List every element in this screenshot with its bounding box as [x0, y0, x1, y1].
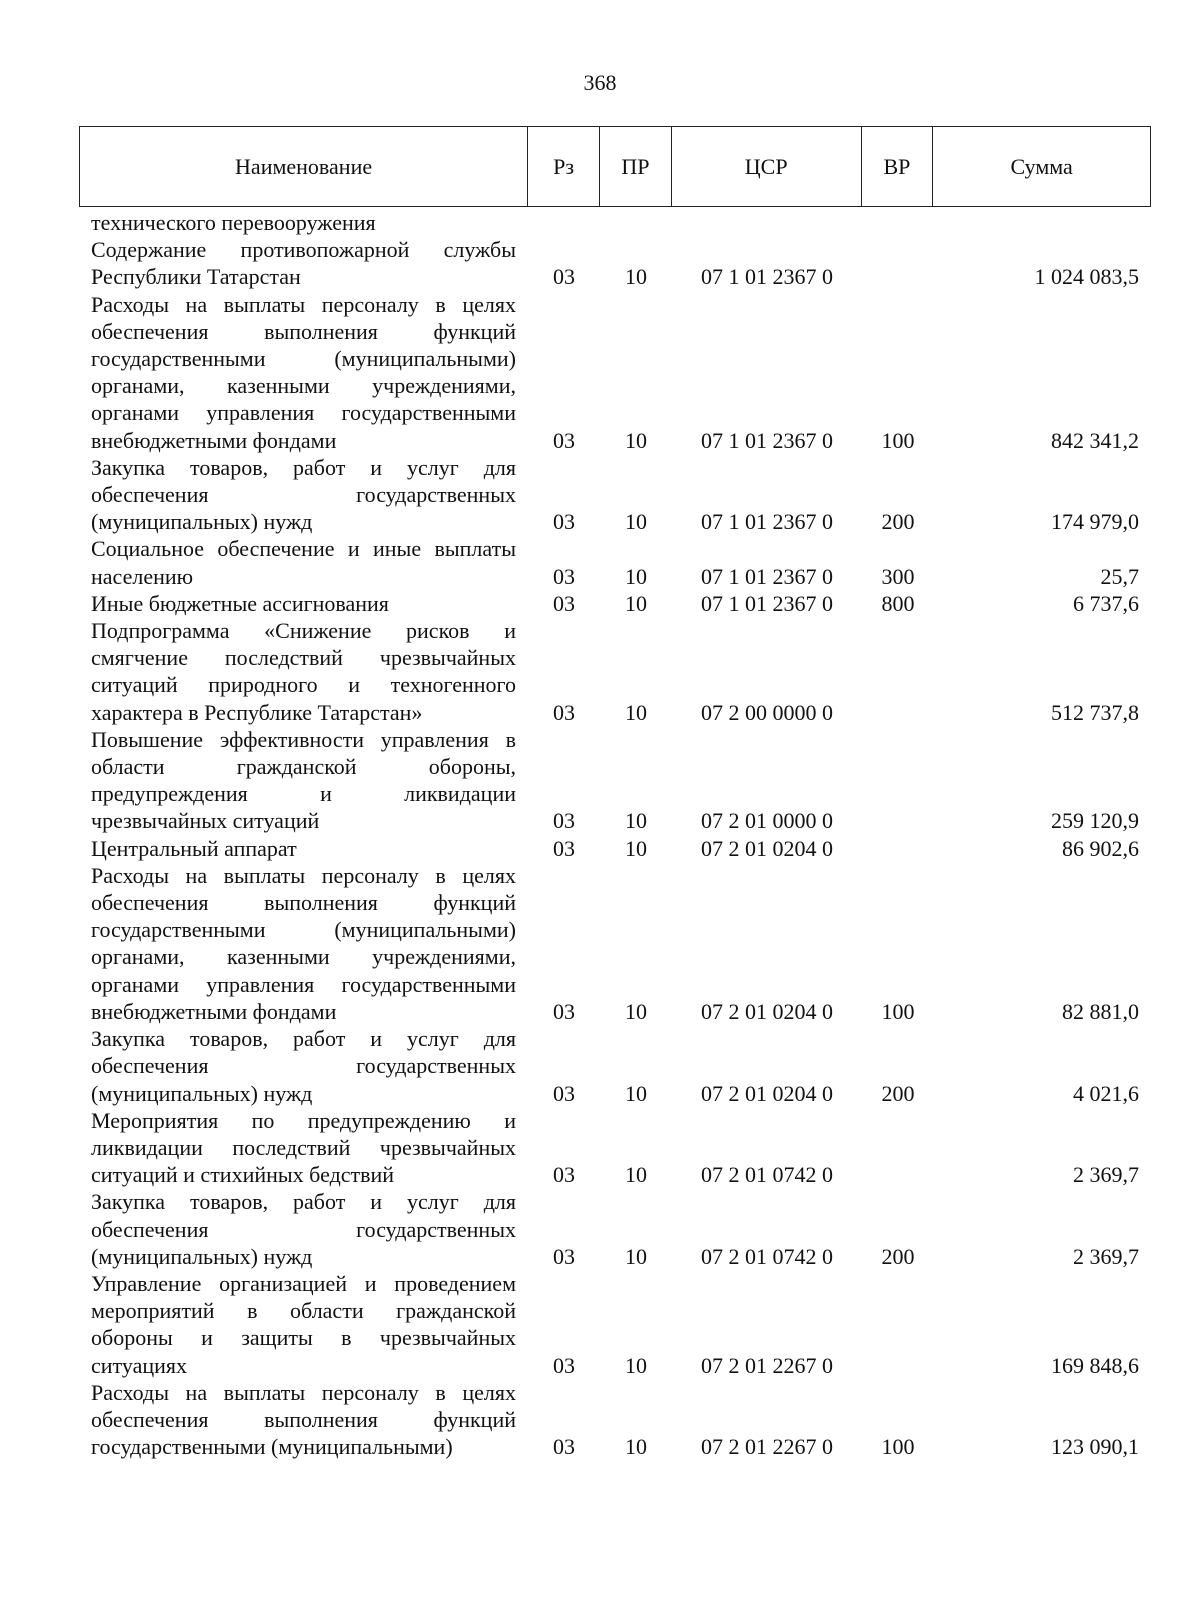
- table-row: [79, 1188, 1151, 1270]
- row-csr: 07 1 01 2367 0: [701, 563, 833, 589]
- row-csr: 07 2 01 0000 0: [701, 808, 833, 834]
- row-name: Иные бюджетные ассигнования: [91, 590, 389, 616]
- row-pr: 10: [625, 1434, 647, 1460]
- row-csr: 07 2 00 0000 0: [701, 699, 833, 725]
- row-sum: 842 341,2: [1051, 427, 1139, 453]
- table-row: [79, 862, 1151, 1025]
- row-csr: 07 2 01 2267 0: [701, 1434, 833, 1460]
- row-sum: 2 369,7: [1073, 1162, 1139, 1188]
- row-pr: 10: [625, 808, 647, 834]
- row-pr: 10: [625, 1352, 647, 1378]
- table-row: [79, 454, 1151, 536]
- row-vr: 100: [881, 427, 915, 453]
- row-pr: 10: [625, 427, 647, 453]
- row-csr: 07 1 01 2367 0: [701, 590, 833, 616]
- table-row: [79, 291, 1151, 454]
- row-sum: 82 881,0: [1062, 998, 1139, 1024]
- row-vr: 200: [881, 1080, 915, 1106]
- row-vr: 200: [881, 1243, 915, 1269]
- row-csr: 07 2 01 2267 0: [701, 1352, 833, 1378]
- row-csr: 07 1 01 2367 0: [701, 427, 833, 453]
- row-rz: 03: [553, 1243, 575, 1269]
- row-name: Расходы на выплаты персоналу в целях обеспечения выполнения функций государственными (муниципальными) органами, казенными учреждениями, органами управления государственными внебюджетными фондами: [91, 291, 516, 453]
- row-sum: 123 090,1: [1051, 1434, 1139, 1460]
- table-row: [79, 617, 1151, 726]
- table-body: [79, 209, 1151, 1460]
- row-pr: 10: [625, 590, 647, 616]
- table-row: [79, 209, 1151, 236]
- row-name: технического перевооружения: [91, 210, 376, 235]
- table-row: [79, 1107, 1151, 1189]
- row-pr: 10: [625, 1243, 647, 1269]
- column-header-sum: Сумма: [1010, 153, 1073, 179]
- row-vr: 100: [881, 1434, 915, 1460]
- row-sum: 4 021,6: [1073, 1080, 1139, 1106]
- row-sum: 169 848,6: [1051, 1352, 1139, 1378]
- row-rz: 03: [553, 427, 575, 453]
- row-sum: 6 737,6: [1073, 590, 1139, 616]
- row-rz: 03: [553, 808, 575, 834]
- column-header-pr: ПР: [600, 127, 672, 206]
- row-rz: 03: [553, 590, 575, 616]
- row-pr: 10: [625, 264, 647, 290]
- row-sum: 25,7: [1100, 563, 1139, 589]
- row-name: Расходы на выплаты персоналу в целях обеспечения выполнения функций государственными (муниципальными): [91, 1379, 516, 1460]
- row-sum: 86 902,6: [1062, 835, 1139, 861]
- table-row: [79, 1379, 1151, 1461]
- row-pr: 10: [625, 998, 647, 1024]
- row-csr: 07 2 01 0204 0: [701, 998, 833, 1024]
- column-header-csr: ЦСР: [672, 127, 862, 206]
- row-rz: 03: [553, 1352, 575, 1378]
- column-header-rz: Рз: [528, 127, 600, 206]
- row-sum: 174 979,0: [1051, 509, 1139, 535]
- table-row: [79, 535, 1151, 589]
- table-row: [79, 590, 1151, 617]
- row-name: Управление организацией и проведением мероприятий в области гражданской обороны и защиты в чрезвычайных ситуациях: [91, 1270, 516, 1378]
- row-vr: 200: [881, 509, 915, 535]
- row-name: Расходы на выплаты персоналу в целях обеспечения выполнения функций государственными (муниципальными) органами, казенными учреждениями, органами управления государственными внебюджетными фондами: [91, 862, 516, 1024]
- row-rz: 03: [553, 1434, 575, 1460]
- column-header-name: Наименование: [80, 127, 528, 206]
- row-sum: 1 024 083,5: [1034, 264, 1139, 290]
- row-pr: 10: [625, 1162, 647, 1188]
- row-csr: 07 2 01 0742 0: [701, 1243, 833, 1269]
- row-name: Социальное обеспечение и иные выплаты населению: [91, 536, 516, 589]
- row-pr: 10: [625, 1080, 647, 1106]
- row-name: Подпрограмма «Снижение рисков и смягчение последствий чрезвычайных ситуаций природного и техногенного характера в Республике Татарстан»: [91, 618, 516, 725]
- row-vr: 800: [881, 590, 915, 616]
- table-row: [79, 1025, 1151, 1107]
- table-row: [79, 236, 1151, 290]
- row-name: Содержание противопожарной службы Республики Татарстан: [91, 237, 516, 290]
- row-rz: 03: [553, 264, 575, 290]
- row-sum: 259 120,9: [1051, 808, 1139, 834]
- row-pr: 10: [625, 699, 647, 725]
- row-name: Центральный аппарат: [91, 835, 297, 861]
- page-number: 368: [583, 70, 617, 95]
- table-row: [79, 835, 1151, 862]
- row-sum: 2 369,7: [1073, 1243, 1139, 1269]
- row-pr: 10: [625, 509, 647, 535]
- row-name: Закупка товаров, работ и услуг для обеспечения государственных (муниципальных) нужд: [91, 454, 516, 535]
- row-rz: 03: [553, 509, 575, 535]
- row-pr: 10: [625, 835, 647, 861]
- row-rz: 03: [553, 1162, 575, 1188]
- row-name: Повышение эффективности управления в области гражданской обороны, предупреждения и ликвидации чрезвычайных ситуаций: [91, 726, 516, 834]
- row-pr: 10: [625, 563, 647, 589]
- row-name: Закупка товаров, работ и услуг для обеспечения государственных (муниципальных) нужд: [91, 1189, 516, 1269]
- table-row: [79, 726, 1151, 835]
- row-rz: 03: [553, 998, 575, 1024]
- column-header-vr: ВР: [862, 127, 934, 206]
- row-csr: 07 1 01 2367 0: [701, 264, 833, 290]
- row-rz: 03: [553, 835, 575, 861]
- row-name: Закупка товаров, работ и услуг для обеспечения государственных (муниципальных) нужд: [91, 1026, 516, 1106]
- row-vr: 100: [881, 998, 915, 1024]
- row-csr: 07 2 01 0742 0: [701, 1162, 833, 1188]
- row-rz: 03: [553, 563, 575, 589]
- row-sum: 512 737,8: [1051, 699, 1139, 725]
- table-row: [79, 1270, 1151, 1379]
- table-header: [79, 126, 1151, 207]
- row-name: Мероприятия по предупреждению и ликвидации последствий чрезвычайных ситуаций и стихийных бедствий: [91, 1107, 516, 1188]
- row-csr: 07 2 01 0204 0: [701, 1080, 833, 1106]
- row-csr: 07 1 01 2367 0: [701, 509, 833, 535]
- row-csr: 07 2 01 0204 0: [701, 835, 833, 861]
- row-rz: 03: [553, 699, 575, 725]
- row-rz: 03: [553, 1080, 575, 1106]
- row-vr: 300: [881, 563, 915, 589]
